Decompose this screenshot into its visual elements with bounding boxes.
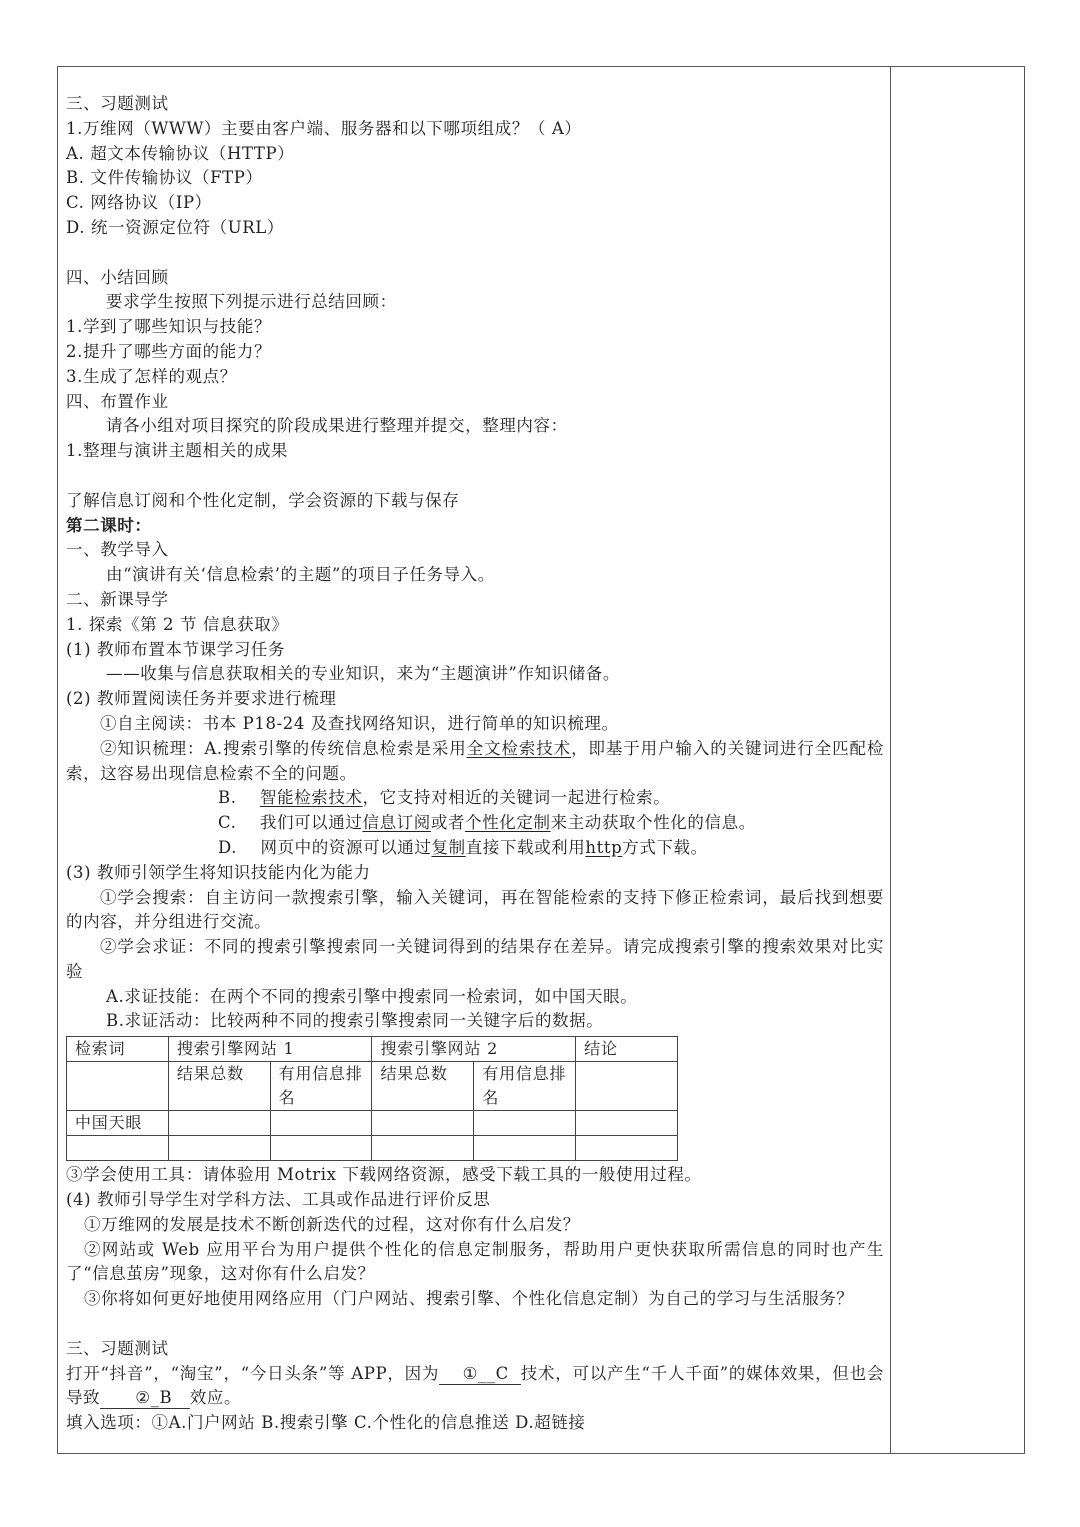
table-row	[67, 1111, 678, 1136]
lesson-2-goal: 了解信息订阅和个性化定制，学会资源的下载与保存	[66, 490, 460, 510]
column-divider	[890, 66, 891, 1454]
review-item-1: 1.学到了哪些知识与技能？	[66, 317, 272, 337]
exercise-1-option-d: D. 统一资源定位符（URL）	[66, 217, 284, 237]
step-3-tool: ③学会使用工具：请体验用 Motrix 下载网络资源，感受下载工具的一般使用过程。	[66, 1165, 702, 1185]
table-cell	[474, 1111, 576, 1136]
table-cell	[372, 1136, 474, 1161]
table-cell	[576, 1136, 678, 1161]
sort-d-term-2: http	[585, 837, 623, 857]
sort-b-label: B.	[218, 788, 237, 808]
exercise-2-options: 填入选项：①A.门户网站 B.搜索引擎 C.个性化的信息推送 D.超链接	[66, 1413, 586, 1433]
sort-d-label: D.	[218, 837, 238, 857]
lesson-2-title: 第二课时：	[66, 515, 152, 535]
sort-c-suffix: 来主动获取个性化的信息。	[550, 813, 756, 833]
question-middle: 技术，可以产生“千人千面”的媒体效果，但也会导致	[66, 1363, 885, 1408]
step-1-text: ——收集与信息获取相关的专业知识，来为“主题演讲”作知识储备。	[106, 664, 620, 684]
table-cell	[474, 1136, 576, 1161]
table-row	[67, 1062, 678, 1111]
header-total-1: 结果总数	[168, 1062, 270, 1111]
sort-d-suffix: 方式下载。	[622, 837, 708, 857]
row-keyword: 中国天眼	[67, 1111, 169, 1136]
step-2-sort-a	[66, 737, 884, 787]
question-suffix: 效应。	[189, 1388, 242, 1408]
homework-item: 1.整理与演讲主题相关的成果	[66, 441, 289, 461]
blank-1	[439, 1364, 520, 1385]
header-conclusion: 结论	[576, 1037, 678, 1062]
table-cell	[270, 1136, 372, 1161]
sort-d-prefix: 网页中的资源可以通过	[260, 837, 432, 857]
blank-2-answer: ②_B	[135, 1388, 173, 1408]
step-3-search: ①学会搜索：自主访问一款搜索引擎，输入关键词，再在智能检索的支持下修正检索词，最后找到想要的内容，并分组进行交流。	[66, 887, 884, 932]
sort-b-term: 智能检索技术	[259, 788, 363, 808]
step-4-question-3: ③你将如何更好地使用网络应用（门户网站、搜索引擎、个性化信息定制）为自己的学习与生活服务？	[84, 1289, 854, 1309]
table-cell	[67, 1136, 169, 1161]
search-comparison-table	[66, 1036, 678, 1161]
lesson-content	[66, 92, 884, 1436]
step-2-sort-c	[66, 811, 884, 836]
sort-c-label: C.	[218, 813, 237, 833]
intro-text: 由“演讲有关‘信息检索’的主题”的项目子任务导入。	[106, 565, 495, 585]
step-1-title: (1) 教师布置本节课学习任务	[66, 639, 286, 659]
header-useful-1: 有用信息排名	[270, 1062, 372, 1111]
step-3-title: (3) 教师引领学生将知识技能内化为能力	[66, 862, 371, 882]
sort-c-middle: 或者	[430, 813, 466, 833]
header-site-1: 搜索引擎网站 1	[168, 1037, 372, 1062]
table-cell	[270, 1111, 372, 1136]
step-2-read: ①自主阅读：书本 P18-24 及查找网络知识，进行简单的知识梳理。	[100, 713, 619, 733]
step-4-title: (4) 教师引导学生对学科方法、工具或作品进行评价反思	[66, 1190, 491, 1210]
table-cell	[67, 1062, 169, 1111]
exercise-1-option-c: C. 网络协议（IP）	[66, 193, 212, 213]
sort-a-prefix: ②知识梳理：A.搜索引擎的传统信息检索是采用	[100, 738, 467, 758]
table-row	[67, 1037, 678, 1062]
sort-a-suffix: ，即基于用户输入的关键词进行全匹配检索，这容易出现信息检索不全的问题。	[66, 738, 884, 783]
step-4-question-1: ①万维网的发展是技术不断创新迭代的过程，这对你有什么启发？	[84, 1214, 580, 1234]
question-prefix: 打开“抖音”，“淘宝”，“今日头条”等 APP，因为	[66, 1363, 440, 1383]
homework-intro: 请各小组对项目探究的阶段成果进行整理并提交，整理内容：	[106, 416, 568, 436]
step-2-sort-d	[66, 836, 884, 861]
homework-title: 四、布置作业	[66, 391, 169, 411]
verify-b: B.求证活动：比较两种不同的搜索引擎搜索同一关键字后的数据。	[106, 1011, 604, 1031]
table-cell	[576, 1062, 678, 1111]
header-keyword: 检索词	[67, 1037, 169, 1062]
new-lesson-title: 二、新课导学	[66, 589, 169, 609]
review-item-2: 2.提升了哪些方面的能力？	[66, 341, 272, 361]
header-site-2: 搜索引擎网站 2	[372, 1037, 576, 1062]
table-cell	[168, 1111, 270, 1136]
exercise-1-question: 1.万维网（WWW）主要由客户端、服务器和以下哪项组成？（ A）	[66, 118, 582, 138]
sort-a-term: 全文检索技术	[466, 738, 572, 758]
table-cell	[372, 1111, 474, 1136]
exercise-2-question	[66, 1362, 884, 1412]
review-item-3: 3.生成了怎样的观点？	[66, 366, 237, 386]
step-2-title: (2) 教师置阅读任务并要求进行梳理	[66, 689, 337, 709]
step-4-question-2: ②网站或 Web 应用平台为用户提供个性化的信息定制服务，帮助用户更快获取所需信息的同时也产生了“信息茧房”现象，这对你有什么启发？	[66, 1239, 884, 1284]
step-2-sort-b	[66, 786, 884, 811]
review-intro: 要求学生按照下列提示进行总结回顾：	[106, 292, 397, 312]
exercise-1-option-a: A. 超文本传输协议（HTTP）	[66, 143, 295, 163]
sort-c-term-1: 信息订阅	[362, 813, 431, 833]
sort-b-suffix: ，它支持对相近的关键词一起进行检索。	[362, 788, 671, 808]
exercise-1-option-b: B. 文件传输协议（FTP）	[66, 168, 263, 188]
explore-heading: 1. 探索《第 2 节 信息获取》	[66, 614, 289, 634]
sort-c-prefix: 我们可以通过	[259, 813, 363, 833]
sort-c-term-2: 个性化定制	[465, 813, 551, 833]
blank-1-answer: ①__C	[462, 1363, 509, 1383]
header-useful-2: 有用信息排名	[474, 1062, 576, 1111]
step-3-verify: ②学会求证：不同的搜索引擎搜索同一关键词得到的结果存在差异。请完成搜索引擎的搜索效果对比实验	[66, 937, 884, 981]
table-row	[67, 1136, 678, 1161]
blank-2	[100, 1388, 190, 1409]
table-cell	[576, 1111, 678, 1136]
table-cell	[168, 1136, 270, 1161]
sort-d-middle: 直接下载或利用	[465, 837, 586, 857]
verify-a: A.求证技能：在两个不同的搜索引擎中搜索同一检索词，如中国天眼。	[106, 986, 638, 1006]
intro-title: 一、教学导入	[66, 540, 169, 560]
sort-d-term-1: 复制	[431, 837, 466, 857]
header-total-2: 结果总数	[372, 1062, 474, 1111]
exercise-2-title: 三、习题测试	[66, 1338, 169, 1358]
review-title: 四、小结回顾	[66, 267, 169, 287]
exercise-1-title: 三、习题测试	[66, 94, 169, 113]
